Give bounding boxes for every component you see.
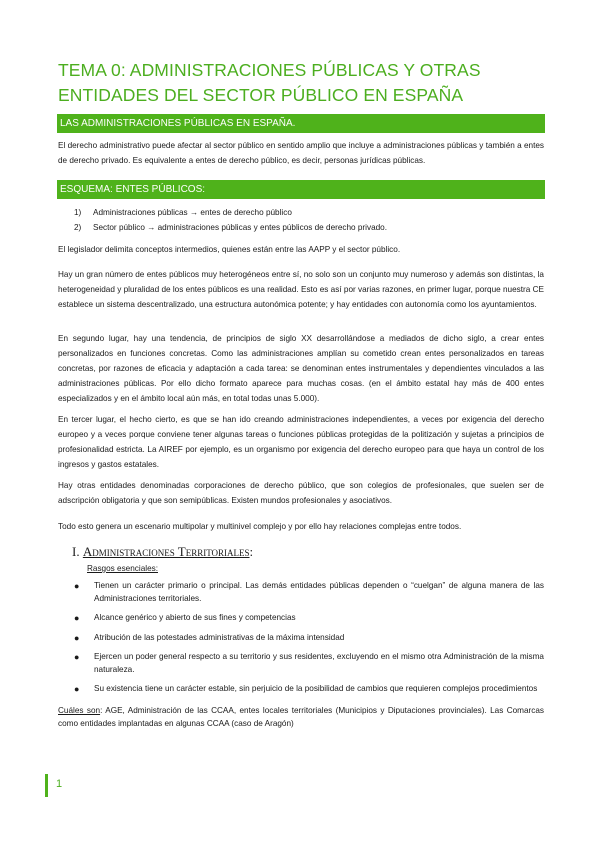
paragraph-intro: El derecho administrativo puede afectar al sector público en sentido amplio que incluye a administraciones públicas y también a entes de derecho privado. Es equivalente a entes de derecho público, es decir, personas jurídicas públicas.: [58, 141, 544, 165]
scheme-item: [74, 220, 534, 235]
bullet-icon: ●: [74, 581, 80, 591]
paragraph-tercer-lugar: En tercer lugar, el hecho cierto, es que se han ido creando administraciones independientes, a veces por exigencia del derecho europeo y a veces porque conviene tener algunas tareas o funciones públicas protegidas de la politización y sujetas a principios de profesionalidad estricta. La AIREF por ejemplo, es un organismo por exigencia del derecho europeo para que haya un control de los ingresos y gastos estatales.: [58, 415, 544, 469]
section-heading-territoriales: [72, 544, 532, 560]
rasgos-item: [74, 683, 544, 696]
cuales-son-text: : AGE, Administración de las CCAA, entes locales territoriales (Municipios y Diputaciones provinciales). Las Comarcas como entidades implantadas en algunas CCAA (caso de Aragón): [58, 706, 545, 728]
section-title: Administraciones Territoriales: [82, 544, 250, 559]
bullet-icon: ●: [74, 632, 80, 643]
rasgos-item: [74, 612, 544, 625]
scheme-item-text: Sector público → administraciones públicas y entes públicos de derecho privado.: [93, 223, 388, 232]
paragraph-legislador: El legislador delimita conceptos intermedios, quienes están entre las AAPP y el sector público.: [58, 245, 401, 254]
rasgos-item-text: Alcance genérico y abierto de sus fines y competencias: [94, 613, 296, 622]
bullet-icon: ●: [74, 652, 80, 662]
scheme-item-number: 2): [74, 223, 82, 232]
paragraph-corporaciones: Hay otras entidades denominadas corporaciones de derecho público, que son colegios de profesionales, que suelen ser de adscripción obligatoria y que son semipúblicas. Existen mundos profesionales y asociativos.: [58, 481, 544, 505]
section-colon: :: [249, 544, 254, 559]
cuales-son-label: Cuáles son: [58, 706, 101, 715]
rasgos-item-text: Atribución de las potestades administrativas de la máxima intensidad: [94, 632, 345, 642]
scheme-list: [74, 205, 534, 235]
scheme-item-number: 1): [74, 208, 82, 217]
cuales-son-paragraph: [58, 704, 544, 730]
paragraph-heterogeneidad: Hay un gran número de entes públicos muy heterogéneos entre sí, no solo son un conjunto muy numeroso y además son distintas, la heterogeneidad y pluralidad de los entes públicos es una realidad. Esto es así por varias razones, en primer lugar, porque nuestra CE establece un sistema descentralizado, una estructura autonómica potente; y hay entidades con autonomía como los ayuntamientos.: [58, 270, 544, 309]
rasgos-item: [74, 632, 544, 645]
rasgos-item: [74, 580, 544, 605]
rasgos-item-text: Tienen un carácter primario o principal. Las demás entidades públicas dependen o “cuelgan” de alguna manera de las Administraciones territoriales.: [94, 581, 544, 603]
footer-accent-bar: [45, 774, 48, 797]
section-bar-esquema: ESQUEMA: ENTES PÚBLICOS:: [57, 180, 545, 199]
scheme-item: [74, 205, 534, 220]
bullet-icon: ●: [74, 613, 80, 623]
rasgos-item: [74, 651, 544, 676]
paragraph-escenario: Todo esto genera un escenario multipolar y multinivel complejo y por ello hay relaciones complejas entre todos.: [58, 522, 462, 531]
scheme-item-text: Administraciones públicas → entes de derecho público: [93, 208, 292, 217]
section-number: I.: [72, 544, 80, 559]
rasgos-label: Rasgos esenciales:: [87, 564, 158, 573]
page-number: 1: [56, 778, 63, 790]
document-title: TEMA 0: ADMINISTRACIONES PÚBLICAS Y OTRAS ENTIDADES DEL SECTOR PÚBLICO EN ESPAÑA: [58, 60, 481, 105]
rasgos-list: [74, 580, 544, 696]
paragraph-segundo-lugar: En segundo lugar, hay una tendencia, de principios de siglo XX desarrollándose a mediados de dicho siglo, a crear entes personalizados en funciones concretas. Como las administraciones amplían su cometido crean entes personalizados en tareas concretas, por razones de eficacia y adaptación a cada tarea: se denominan entes instrumentales y dependientes vinculados a las administraciones públicas. Por ello dicho formato aparece para muchas cosas. (en el ámbito estatal hay más de 400 entes especializados y en el ámbito local aún más, en total todas unas 5.000).: [58, 334, 544, 403]
rasgos-item-text: Ejercen un poder general respecto a su territorio y sus residentes, excluyendo en el mismo otra Administración de la misma naturaleza.: [94, 652, 544, 674]
rasgos-item-text: Su existencia tiene un carácter estable, sin perjuicio de la posibilidad de cambios que requieren complejos procedimientos: [94, 684, 538, 693]
bullet-icon: ●: [74, 684, 80, 694]
section-bar-administraciones: LAS ADMINISTRACIONES PÚBLICAS EN ESPAÑA.: [57, 114, 545, 133]
